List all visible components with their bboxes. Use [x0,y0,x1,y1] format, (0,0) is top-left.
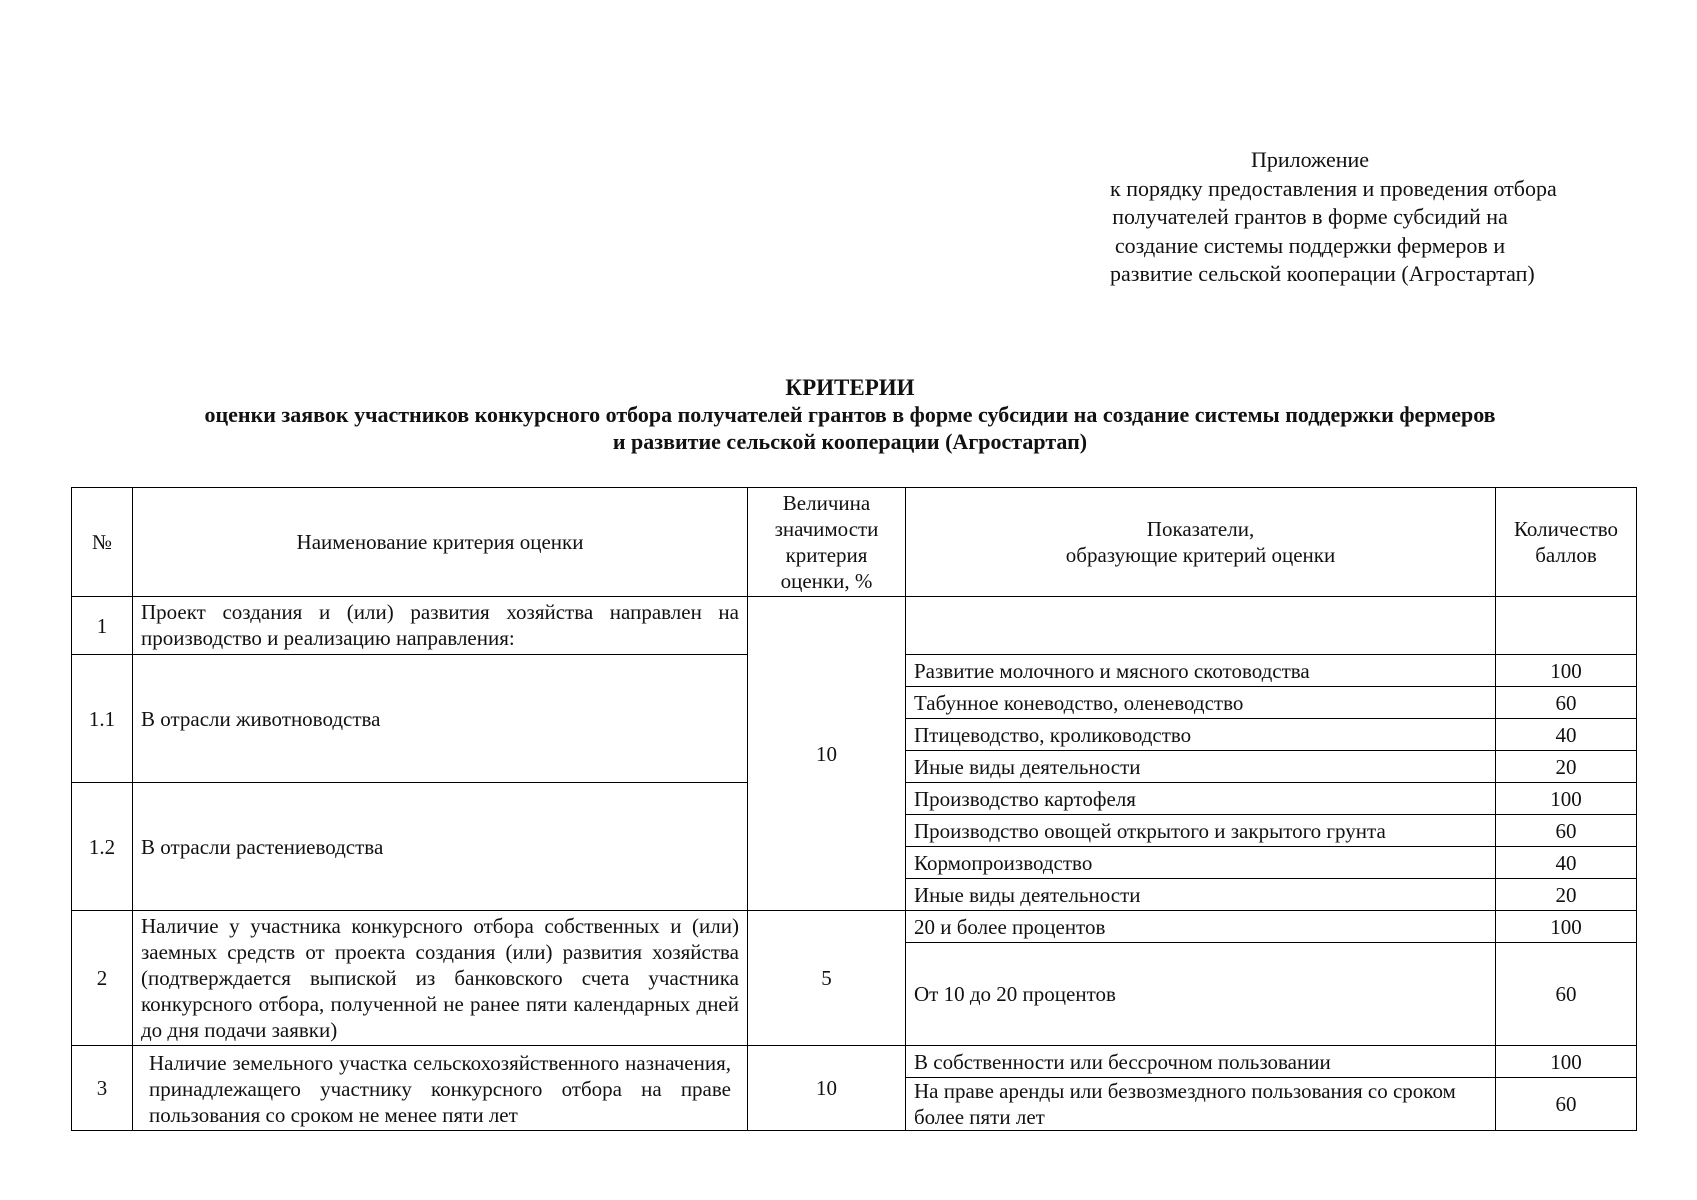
points: 100 [1496,1046,1637,1078]
table-header-row [72,488,1637,597]
header-number: № [72,488,133,597]
document-title: КРИТЕРИИ [785,375,915,400]
points: 60 [1496,943,1637,1046]
indicator: В собственности или бессрочном пользовании [906,1046,1496,1078]
header-indicators-line: образующие критерий оценки [1065,543,1336,567]
points: 60 [1496,687,1637,719]
points: 20 [1496,751,1637,783]
appendix-line: получателей грантов в форме субсидий на [1112,204,1508,229]
criterion-name: В отрасли животноводства [133,655,748,783]
criterion-name: Наличие земельного участка сельскохозяйственного назначения, принадлежащего участнику конкурсного отбора на праве пользования со сроком не менее пяти лет [149,1051,731,1127]
points-cell-empty [1496,597,1637,655]
header-points: Количество баллов [1496,488,1637,597]
indicator: Развитие молочного и мясного скотоводства [906,655,1496,687]
points: 40 [1496,847,1637,879]
header-indicators-line: Показатели, [1146,517,1255,541]
header-criterion-name: Наименование критерия оценки [133,488,748,597]
appendix-line: создание системы поддержки фермеров и [1114,232,1506,258]
criterion-name: В отрасли растениеводства [133,783,748,911]
criterion-significance: 10 [748,597,906,911]
indicator: Птицеводство, кролиководство [906,719,1496,751]
document-heading [70,374,1630,455]
indicator: 20 и более процентов [906,911,1496,943]
indicator: Производство картофеля [906,783,1496,815]
appendix-title: Приложение [1250,147,1370,172]
indicator: Иные виды деятельности [906,879,1496,911]
row-number: 2 [72,911,133,1046]
document-subtitle-line: оценки заявок участников конкурсного отбора получателей грантов в форме субсидии на создание системы поддержки фермеров [204,402,1496,427]
indicator: На праве аренды или безвозмездного пользования со сроком более пяти лет [906,1078,1496,1131]
points: 100 [1496,655,1637,687]
criteria-table [71,487,1637,1131]
indicator: Производство овощей открытого и закрытого грунта [906,815,1496,847]
table-row [72,597,1637,655]
indicator: От 10 до 20 процентов [906,943,1496,1046]
points: 20 [1496,879,1637,911]
criterion-name: Проект создания и (или) развития хозяйства направлен на производство и реализацию направления: [133,597,748,655]
criterion-name: Наличие у участника конкурсного отбора собственных и (или) заемных средств от проекта создания (или) развития хозяйства (подтверждается выпиской из банковского счета участника конкурсного отбора, полученной не ранее пяти календарных дней до дня подачи заявки) [133,911,748,1046]
document-subtitle-line: и развитие сельской кооперации (Агростартап) [612,429,1088,454]
points: 100 [1496,911,1637,943]
indicator-cell-empty [906,597,1496,655]
criterion-name-cell [133,1046,748,1131]
points: 40 [1496,719,1637,751]
criterion-significance: 5 [748,911,906,1046]
indicator: Иные виды деятельности [906,751,1496,783]
row-number: 1.2 [72,783,133,911]
appendix-line: к порядку предоставления и проведения отбора [1110,175,1557,201]
appendix-note [1110,146,1557,289]
table-row [72,1046,1637,1078]
criterion-significance: 10 [748,1046,906,1131]
points: 100 [1496,783,1637,815]
header-significance: Величина значимости критерия оценки, % [748,488,906,597]
indicator: Кормопроизводство [906,847,1496,879]
row-number: 1 [72,597,133,655]
appendix-line: развитие сельской кооперации (Агростартап) [1110,261,1535,286]
points: 60 [1496,1078,1637,1131]
table-row [72,911,1637,943]
row-number: 3 [72,1046,133,1131]
points: 60 [1496,815,1637,847]
indicator: Табунное коневодство, оленеводство [906,687,1496,719]
header-indicators [906,488,1496,597]
row-number: 1.1 [72,655,133,783]
